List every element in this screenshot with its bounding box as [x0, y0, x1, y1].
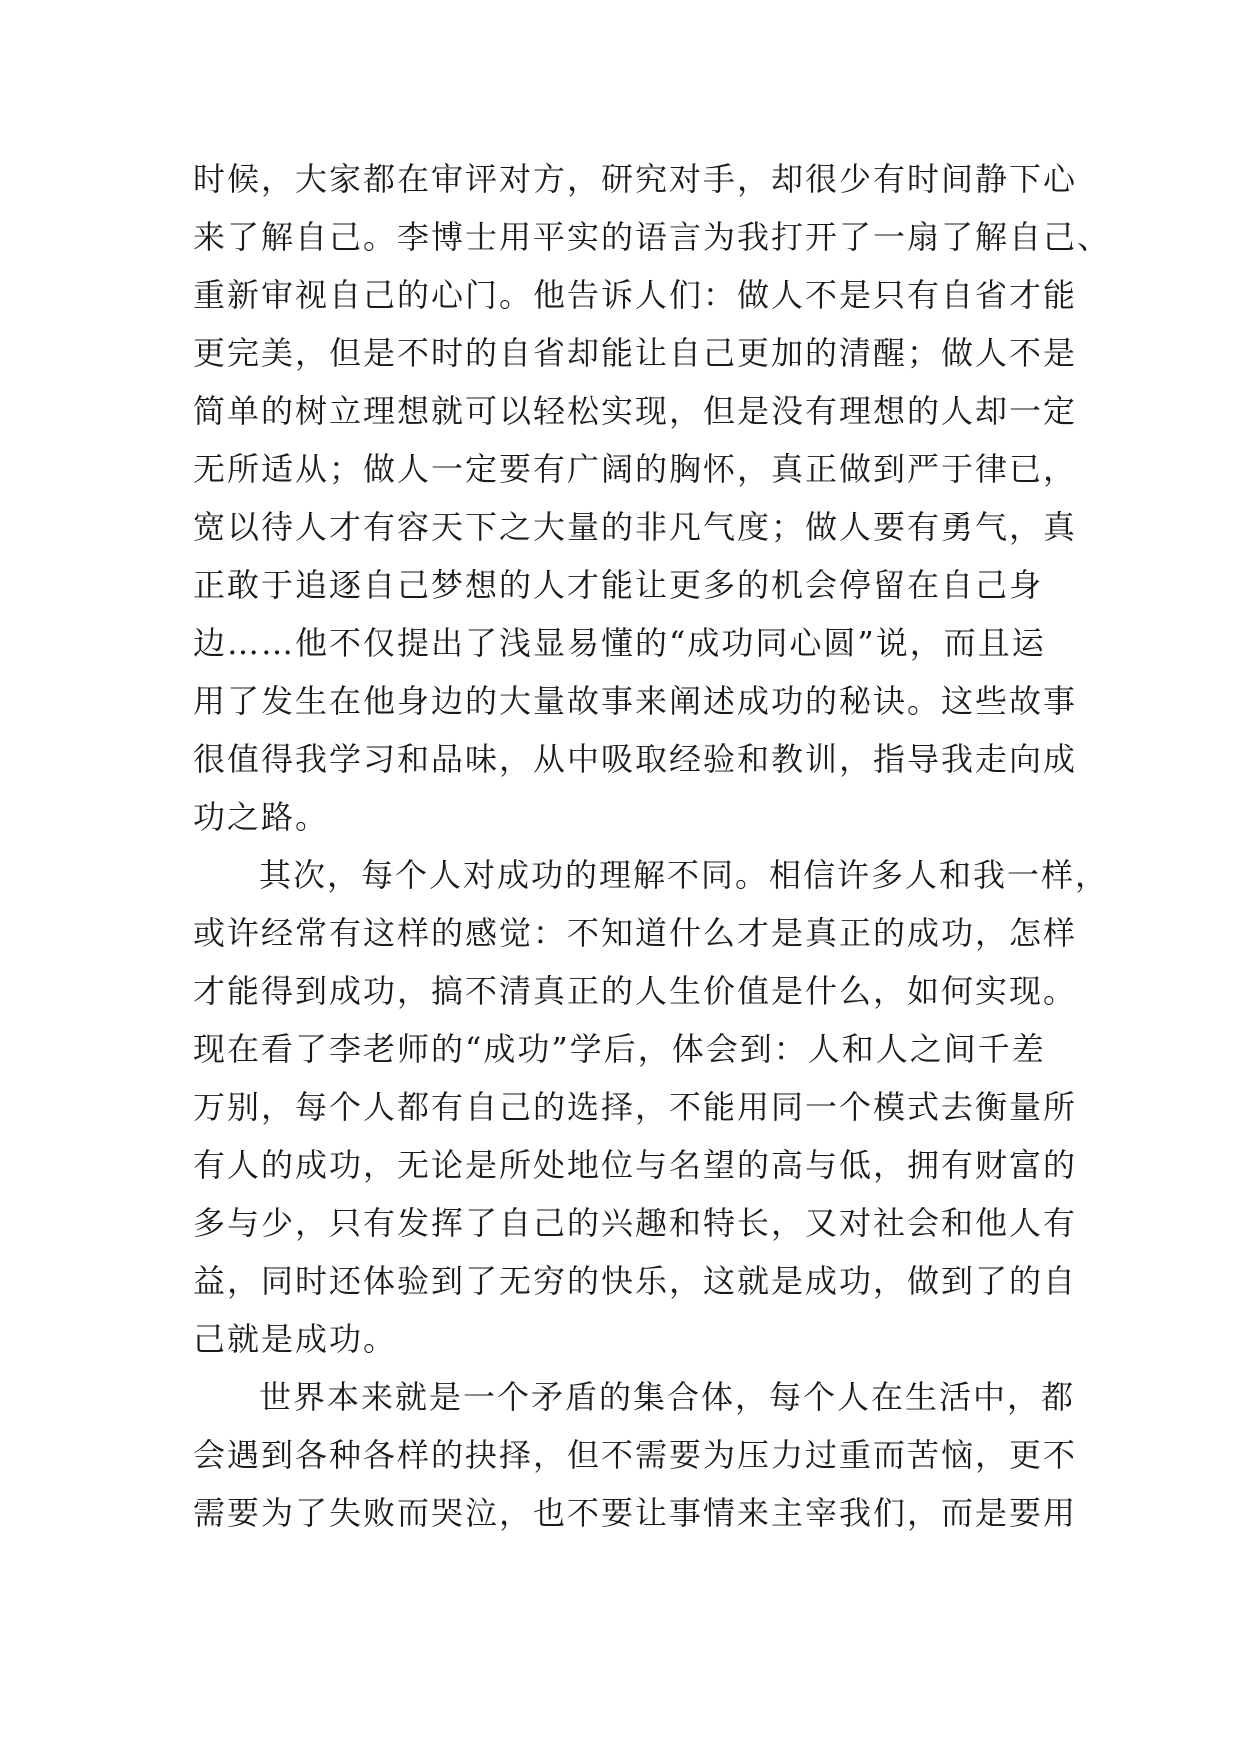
text-line: 现在看了李老师的“成功”学后，体会到：人和人之间千差	[193, 1030, 1046, 1068]
text-line: 时候，大家都在审评对方，研究对手，却很少有时间静下心	[193, 160, 1078, 198]
text-line: 会遇到各种各样的抉择，但不需要为压力过重而苦恼，更不	[193, 1436, 1078, 1474]
text-line: 己就是成功。	[193, 1320, 398, 1358]
text-line: 多与少，只有发挥了自己的兴趣和特长，又对社会和他人有	[193, 1204, 1078, 1242]
paragraph-start-line: 世界本来就是一个矛盾的集合体，每个人在生活中，都	[259, 1378, 1076, 1416]
text-line: 无所适从；做人一定要有广阔的胸怀，真正做到严于律已，	[193, 450, 1078, 488]
text-line: 才能得到成功，搞不清真正的人生价值是什么，如何实现。	[193, 972, 1078, 1010]
text-line: 宽以待人才有容天下之大量的非凡气度；做人要有勇气，真	[193, 508, 1078, 546]
text-line: 简单的树立理想就可以轻松实现，但是没有理想的人却一定	[193, 392, 1078, 430]
text-line: 万别，每个人都有自己的选择，不能用同一个模式去衡量所	[193, 1088, 1078, 1126]
text-line: 有人的成功，无论是所处地位与名望的高与低，拥有财富的	[193, 1146, 1078, 1184]
text-line: 需要为了失败而哭泣，也不要让事情来主宰我们，而是要用	[193, 1494, 1078, 1532]
paragraph-start-line: 其次，每个人对成功的理解不同。相信许多人和我一样，	[259, 856, 1110, 894]
text-line: 边……他不仅提出了浅显易懂的“成功同心圆”说，而且运	[193, 624, 1046, 662]
text-line: 很值得我学习和品味，从中吸取经验和教训，指导我走向成	[193, 740, 1078, 778]
text-line: 正敢于追逐自己梦想的人才能让更多的机会停留在自己身	[193, 566, 1044, 604]
body-text	[193, 150, 1112, 1542]
text-line: 重新审视自己的心门。他告诉人们：做人不是只有自省才能	[193, 276, 1078, 314]
text-line: 更完美，但是不时的自省却能让自己更加的清醒；做人不是	[193, 334, 1078, 372]
text-line: 来了解自己。李博士用平实的语言为我打开了一扇了解自己、	[193, 218, 1112, 256]
text-line: 用了发生在他身边的大量故事来阐述成功的秘诀。这些故事	[193, 682, 1078, 720]
text-line: 功之路。	[193, 798, 330, 836]
text-line: 或许经常有这样的感觉：不知道什么才是真正的成功，怎样	[193, 914, 1078, 952]
text-line: 益，同时还体验到了无穷的快乐，这就是成功，做到了的自	[193, 1262, 1078, 1300]
